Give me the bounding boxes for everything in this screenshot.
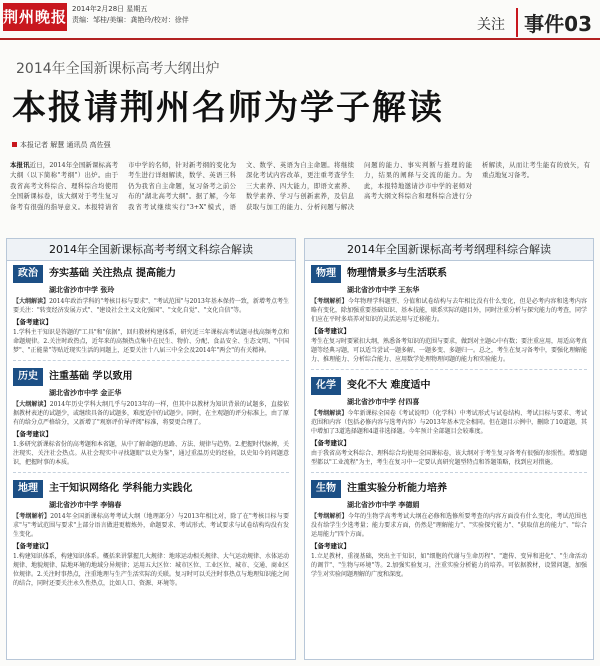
science-column — [304, 238, 594, 660]
section-paragraph: 由于我省高考文科综合、理科综合均使用全国课标卷，该大纲对于考生复习备考有很强的参照性。增加题型都以"工业流程"为主，考生在复习中一定要认真研究题型特点和答题策略，找到应对措施。 — [311, 450, 588, 466]
section-paragraph: 1.学科主干知识是答题的"工具"和"依据"，回归教材构建体系，研究近三年课标高考试题寻找高频考点和命题规律。2.关注时政热点，近年来的高频热点集中在民生、物价、分配、食品安全、生态文明、"中国梦"、"正能量"等贴近现实生活的问题上，还要关注十八届三中全会及2014年"两会"的有关精神。 — [13, 329, 289, 354]
section-title: 物理情景多与生活联系 — [347, 268, 447, 279]
liberal-arts-column — [6, 238, 296, 660]
divider — [311, 369, 587, 370]
intro-lead: 本报讯 — [10, 161, 30, 169]
section-author: 湖北省沙市中学 李德娟 — [347, 501, 420, 509]
section-paragraph — [13, 400, 289, 427]
editor-line: 责编：邹桂/美编：龚艳玲/校对：徐伴 — [72, 16, 189, 24]
section-title: 注重基础 学以致用 — [49, 371, 133, 382]
section-title: 夯实基础 关注热点 提高能力 — [49, 268, 176, 279]
liberal-arts-column-title: 2014年全国新课标高考考纲文科综合解读 — [7, 239, 295, 261]
label: 【备考建议】 — [311, 542, 350, 550]
section-paragraph: 1.立足教材，重视基础，突出主干知识，如"细胞的代谢与生命历程"、"遗传、变异和进化"、"生命活动的调节"、"生物与环境"等。2.加强实验复习，注重实验分析能力的培养。可依据教材，设置问题，加强学生对实验问题理解的广度和深度。 — [311, 553, 587, 578]
section-paragraph — [311, 409, 587, 436]
section-tag: 关注 — [477, 17, 505, 33]
paragraph-text: 今年物理学科题型、分值和试卷结构与去年相比没有什么变化，但是必考内容和选考内容略有变化，除加强重要基础知识、基本技能，联系实际的题目外，同时注重分析与探究能力的考查，同学们应在平时多培养对知识的灵活运用与迁移能力。 — [311, 298, 588, 323]
subject-tag: 政治 — [13, 265, 43, 283]
issue-meta — [72, 4, 189, 26]
politics-section — [7, 261, 295, 357]
byline — [12, 140, 111, 150]
physics-section — [305, 261, 593, 366]
section-name: 事件03 — [516, 8, 592, 37]
section-author: 湖北省沙市中学 金正华 — [49, 389, 122, 397]
paragraph-text: 2014年政治学科的"考核目标与要求"、"考试范围"与2013年基本保持一致，新增考点考生要关注："转变经济发展方式"、"建设社会主义文化强国"、"文化自觉"、"文化自信"等。 — [13, 298, 289, 314]
geography-section — [7, 476, 295, 590]
section-author: 湖北省沙市中学 张玲 — [49, 286, 115, 294]
science-column-title: 2014年全国新课标高考考纲理科综合解读 — [305, 239, 593, 261]
paragraph-text: 今年新课标全国卷《考试说明》（化学科）中考试形式与试卷结构、考试目标与要求、考试范围和内容（包括必修内容与选考内容）与2013年基本完全相同。但在题目示例中，删除了10道题，其中增加了3道选择题和4道非选择题。今年预计全部题目会较难度。 — [311, 410, 587, 435]
label: 【备考建议】 — [311, 327, 350, 335]
subject-tag: 历史 — [13, 368, 43, 386]
section-title: 变化不大 难度适中 — [347, 380, 431, 391]
label: 【备考建议】 — [13, 318, 52, 326]
section-paragraph — [311, 297, 587, 324]
byline-square-icon — [12, 142, 17, 147]
section-paragraph: 1.构建知识体系，构建知识体系。概括来讲掌握几大规律：地球运动相关规律、大气运动规律、水体运动规律、地貌规律、陆地环境的地域分异规律；运用五大区位：城市区位、工业区位、城市、交通、商业区位规律。2.关注时事热点，注重地理与生产生活实际的关联。复习时可以关注时事热点与地理知识能之间的结合，同时还要关注永久性热点，比如人口、资源、环境等。 — [13, 553, 290, 587]
byline-text: 本报记者 解慧 通讯员 高佐强 — [20, 141, 111, 149]
history-section — [7, 364, 295, 469]
section-title: 主干知识网络化 学科能力实践化 — [49, 483, 193, 494]
newspaper-logo: 荆州晚报 — [3, 3, 67, 31]
section-author: 湖北省沙市中学 付四喜 — [347, 398, 420, 406]
section-title: 注重实验分析能力培养 — [347, 483, 447, 494]
label: 【大纲解读】 — [13, 401, 50, 408]
paragraph-text: 2014年全国新课标高考考试大纲（地理部分）与2013年相比对，除了在"考核目标与要求"与"考试范围与要求"上部分语言做进更精炼外，命题要求、考试形式、考试要求与试卷结构均没有发生变化。 — [13, 513, 289, 538]
section-paragraph — [13, 297, 289, 315]
label: 【备考建议】 — [13, 430, 52, 438]
label: 【考纲解析】 — [13, 513, 51, 520]
label: 【备考建议】 — [13, 542, 52, 550]
section-paragraph — [13, 512, 289, 539]
subject-tag: 化学 — [311, 377, 341, 395]
label: 【备考建议】 — [311, 439, 350, 447]
section-paragraph: 1.多研究新课标省份的高考题和本省题，从中了解命题的思路、方法、规律与趋势。2.把握时代脉搏，关注现实、关注社会热点。从社会现实中寻找题眼"以史为鉴"，通过重温历史的经验，以史知今的问题意识，把握时事的本质。 — [13, 441, 289, 466]
headline: 本报请荆州名师为学子解读 — [12, 88, 444, 128]
kicker: 2014年全国新课标高考大纲出炉 — [16, 61, 220, 77]
section-author: 湖北省沙市中学 王东华 — [347, 286, 420, 294]
divider — [13, 472, 289, 473]
biology-section — [305, 476, 593, 581]
paragraph-text: 2014年历史学科大纲几乎与2013年的一样，但其中以教材为知识背景的试题多，直接依据教材表述的试题少，或继续具备的试题多，难度适中的试题少。同时，在主观题的评分标准上，由了原有的给分点严格给分，又新增了"观察评价导评阅"标准，将要更合理了。 — [13, 401, 290, 426]
paragraph-text: 今年的生物学高考考试大纲在必修和选修所要考查的内容方面没有什么变化，考试范围也没有给学生少选考量；能力要求方面，仍然是"理解能力"、"实验探究能力"、"获取信息的能力"、"综合运用能力"四个方面。 — [311, 513, 587, 538]
section-paragraph: 考生在复习时要紧扣大纲，熟悉备考知识的范围与要求，做到对主题心中有数；要注重应用，用适高考真题等经典习题，可以适当尝试一题多解、一题多变、多题归一。总之，考生在复习备考中，要强化理解能力、推理能力、分析综合能力、应用数学处理物理问题的能力和实验能力。 — [311, 338, 588, 363]
label: 【考纲解析】 — [311, 298, 348, 305]
subject-tag: 物理 — [311, 265, 341, 283]
subject-tag: 地理 — [13, 480, 43, 498]
masthead — [0, 0, 600, 40]
section-paragraph — [311, 512, 587, 539]
subject-tag: 生物 — [311, 480, 341, 498]
label: 【大纲解读】 — [13, 298, 50, 305]
chemistry-section — [305, 373, 593, 469]
date-line: 2014年2月28日 星期五 — [72, 5, 148, 13]
intro-text — [10, 160, 590, 232]
label: 【考纲解析】 — [311, 513, 348, 520]
label: 【考纲解读】 — [311, 410, 348, 417]
divider — [13, 360, 289, 361]
divider — [311, 472, 587, 473]
intro-body: 近日，2014年全国新课标高考大纲（以下简称"考纲"）出炉。由于我省高考文科综合、理科综合均使用全国新课标卷，该大纲对于考生复习备考有很强的指导意义。本报特请省市中学的名师，针对新考纲的变化为考生进行详细解读，数学、英语三科仍为我省自主命题，复习备考之前公布的"湖北高考大纲"。据了解，今年我省考试继续实行"3+X"模式，语文、数学、英语为自主命题。将继续深化考试内容改革，更注重考查学生三大素养、四大能力，即语文素养、数学素养、学习与创新素养，及信息获取与加工的能力、分析问题与解决问题的能力、事实判断与推理的能力，结果的阐释与交流的能力。为此，本报特地邀请沙市中学的老师对高考大纲文科综合和理科综合进行分析解读，从而让考生能有的放矢，有重点地复习备考。 — [10, 161, 590, 211]
section-author: 湖北省沙市中学 李锦春 — [49, 501, 122, 509]
